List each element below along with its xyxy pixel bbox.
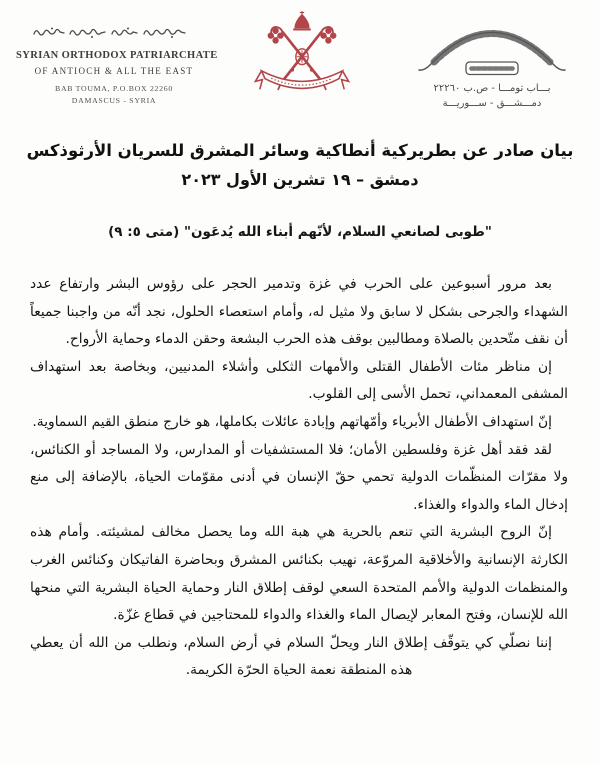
statement-title [0,140,600,191]
patriarchate-crest-icon [249,11,355,106]
statement-paragraph: بعد مرور أسبوعين على الحرب في غزة وتدمير الحجر على رؤوس البشر وارتفاع عدد الشهداء والجرحى بشكل لا سابق ولا مثيل له، وأمام استعصاء الحلول، نجد أنّه من واجبنا جميعاً أن نقف متّحدين بالصلاة ومطالبين بوقف هذه الحرب البشعة وحقن الدماء وحماية الأرواح. [30,276,568,348]
bible-verse: "طوبى لصانعي السلام، لأنّهم أبناء الله يُدعَون" (متى ٥: ٩) [108,224,492,240]
statement-paragraph: إن مناظر مئات الأطفال القتلى والأمهات الثكلى وأشلاء المدنيين، وبخاصة بعد استهداف المشفى المعمداني، تحمل الأسى إلى القلوب. [30,358,568,403]
address-arabic-line2: دمـــشـــق - ســـوريـــة [442,98,542,109]
statement-title-line: بيان صادر عن بطريركية أنطاكية وسائر المشرق للسريان الأرثوذكس [26,141,574,160]
patriarchate-subtitle-english: OF ANTIOCH & ALL THE EAST [34,66,194,76]
statement-paragraph: إنّ الروح البشرية التي تنعم بالحرية هي هبة الله وما يحصل مخالف لمشيئته. وأمام هذه الكارثة الإنسانية والأخلاقية المروّعة، نهيب بكنائس المشرق وبحاضرة الفاتيكان وكنائس الغرب والمنظمات الدولية والأمم المتحدة السعي لوقف إطلاق النار وحماية الحياة البشرية التي منحها الله للإنسان، وفتح المعابر لإيصال الماء والغذاء والدواء للمحتاجين في قطاع غزّة. [30,524,568,624]
patriarchate-crest [249,11,355,110]
statement-paragraph: إنّ استهداف الأطفال الأبرياء وأمّهاتهم وإبادة عائلات بكاملها، هو خارج منطق القيم السماوية. [32,413,552,430]
statement-date-line: دمشق – ١٩ تشرين الأول ٢٠٢٣ [181,170,419,189]
address-english-line2: DAMASCUS - SYRIA [71,96,157,105]
letterhead-right [396,13,588,111]
statement-paragraph: إننا نصلّي كي يتوقّف إطلاق النار ويحلّ السلام في أرض السلام، ونطلب من الله أن يعطي هذه المنطقة نعمة الحياة الحرّة الكريمة. [30,634,552,679]
statement-paragraph: لقد فقد أهل غزة وفلسطين الأمان؛ فلا المستشفيات أو المدارس، ولا المساجد أو الكنائس، ولا مقرّات المنظّمات الدولية تحمي حقّ الإنسان في أدنى مقوّمات الحياة، بالإضافة إلى منع إدخال الماء والدواء والغذاء. [30,441,568,513]
syriac-script-icon [32,26,197,39]
address-english-line1: BAB TOUMA, P.O.BOX 22260 [55,84,173,93]
arabic-calligraphy-icon [417,13,567,79]
patriarchate-name-english: SYRIAN ORTHODOX PATRIARCHATE [16,50,218,61]
syriac-calligraphy-line [16,26,212,40]
arabic-calligraphy-emblem [396,13,588,81]
address-arabic-line1: بـــاب تومـــا - ص.ب ٢٢٢٦٠ [433,83,551,94]
statement-body [30,271,568,685]
letterhead-left [16,26,218,105]
